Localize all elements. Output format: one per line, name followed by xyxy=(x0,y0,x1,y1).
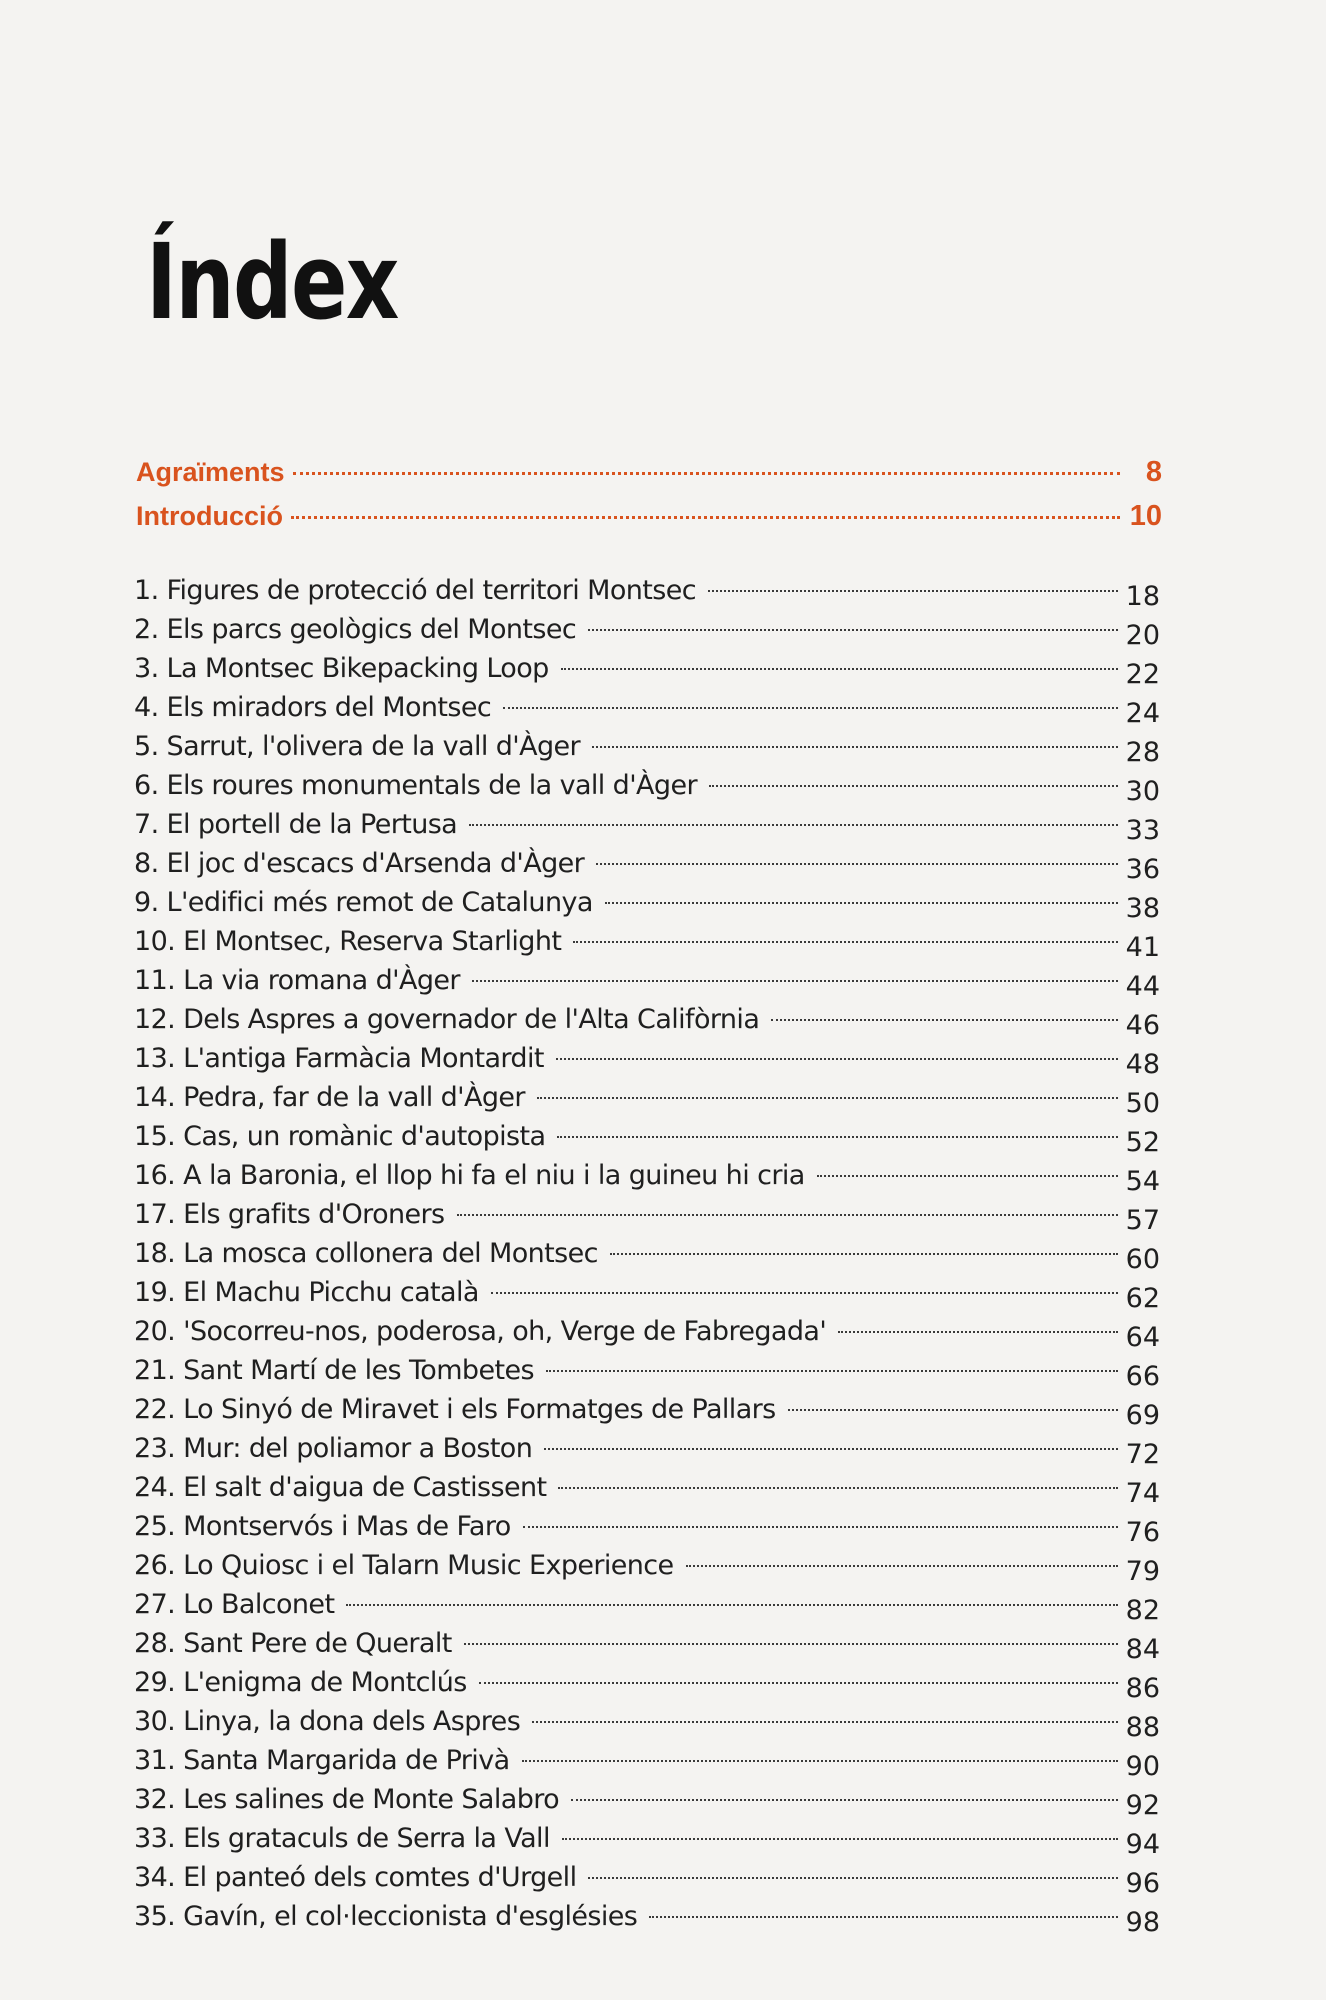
dot-leader xyxy=(558,1487,1118,1489)
dot-leader xyxy=(708,590,1118,592)
toc-entry[interactable] xyxy=(134,1156,1160,1195)
toc-entry-title: 21. Sant Martí de les Tombetes xyxy=(134,1355,534,1386)
toc-entry[interactable] xyxy=(134,1429,1160,1468)
toc-entry-page: 30 xyxy=(1125,776,1160,807)
toc-entry-page: 62 xyxy=(1125,1283,1160,1314)
toc-entry-title: 23. Mur: del poliamor a Boston xyxy=(134,1433,533,1464)
toc-entry[interactable] xyxy=(134,649,1160,688)
dot-leader xyxy=(588,629,1118,631)
toc-entry-front[interactable] xyxy=(136,450,1162,494)
dot-leader xyxy=(491,1292,1118,1294)
dot-leader xyxy=(472,980,1118,982)
toc-entry-page: 88 xyxy=(1125,1712,1160,1743)
dot-leader xyxy=(817,1175,1118,1177)
toc-entry-title: 6. Els roures monumentals de la vall d'Àger xyxy=(134,770,697,801)
dot-leader xyxy=(557,1136,1118,1138)
toc-entry-title: 29. L'enigma de Montclús xyxy=(134,1667,467,1698)
dot-leader xyxy=(556,1058,1118,1060)
toc-entry[interactable] xyxy=(134,1897,1160,1936)
toc-entry[interactable] xyxy=(134,1000,1160,1039)
dot-leader xyxy=(605,902,1118,904)
dot-leader xyxy=(649,1916,1118,1918)
toc-entry-page: 90 xyxy=(1125,1751,1160,1782)
toc-entry-title: 33. Els grataculs de Serra la Vall xyxy=(134,1823,550,1854)
dot-leader xyxy=(522,1760,1118,1762)
toc-entry-page: 69 xyxy=(1125,1400,1160,1431)
toc-entry-page: 50 xyxy=(1125,1088,1160,1119)
toc-entry-title: 8. El joc d'escacs d'Arsenda d'Àger xyxy=(134,848,585,879)
dot-leader xyxy=(532,1721,1118,1723)
dot-leader xyxy=(588,1877,1118,1879)
toc-entry-title: 34. El panteó dels comtes d'Urgell xyxy=(134,1862,577,1893)
dot-leader xyxy=(464,1643,1118,1645)
toc-entry-page: 10 xyxy=(1129,500,1162,532)
dot-leader xyxy=(523,1526,1118,1528)
toc-entry[interactable] xyxy=(134,1312,1160,1351)
toc-entry-title: 30. Linya, la dona dels Aspres xyxy=(134,1706,521,1737)
toc-entry-page: 54 xyxy=(1125,1166,1160,1197)
toc-entry-title: 22. Lo Sinyó de Miravet i els Formatges de Pallars xyxy=(134,1394,776,1425)
toc-entry[interactable] xyxy=(134,1585,1160,1624)
toc-entry[interactable] xyxy=(134,1117,1160,1156)
toc-entry-page: 86 xyxy=(1125,1673,1160,1704)
toc-entry[interactable] xyxy=(134,1546,1160,1585)
dot-leader xyxy=(293,472,1120,475)
toc-entry-title: 20. 'Socorreu-nos, poderosa, oh, Verge de Fabregada' xyxy=(134,1316,827,1347)
toc-entry-title: 28. Sant Pere de Queralt xyxy=(134,1628,452,1659)
toc-entry-page: 76 xyxy=(1125,1517,1160,1548)
toc-entry-page: 46 xyxy=(1125,1010,1160,1041)
toc-entry-page: 57 xyxy=(1125,1205,1160,1236)
toc-entry-title: 26. Lo Quiosc i el Talarn Music Experience xyxy=(134,1550,674,1581)
toc-entry[interactable] xyxy=(134,1351,1160,1390)
toc-entry-page: 52 xyxy=(1125,1127,1160,1158)
toc-entry-page: 44 xyxy=(1125,971,1160,1002)
toc-entry[interactable] xyxy=(134,1078,1160,1117)
toc-entry[interactable] xyxy=(134,805,1160,844)
toc-entry[interactable] xyxy=(134,844,1160,883)
toc-entry-front[interactable] xyxy=(136,494,1162,538)
toc-entry[interactable] xyxy=(134,961,1160,1000)
toc-entry[interactable] xyxy=(134,1741,1160,1780)
toc-entry-page: 96 xyxy=(1125,1868,1160,1899)
toc-entry[interactable] xyxy=(134,1234,1160,1273)
toc-entry-title: 16. A la Baronia, el llop hi fa el niu i la guineu hi cria xyxy=(134,1160,805,1191)
toc-entry-title: 31. Santa Margarida de Privà xyxy=(134,1745,510,1776)
toc-entry-title: 9. L'edifici més remot de Catalunya xyxy=(134,887,593,918)
toc-entry[interactable] xyxy=(134,1780,1160,1819)
toc-entry[interactable] xyxy=(134,1819,1160,1858)
dot-leader xyxy=(561,668,1118,670)
toc-entry-title: 2. Els parcs geològics del Montsec xyxy=(134,614,577,645)
toc-entry-page: 72 xyxy=(1125,1439,1160,1470)
toc-entry[interactable] xyxy=(134,727,1160,766)
toc-entry[interactable] xyxy=(134,610,1160,649)
dot-leader xyxy=(571,1799,1118,1801)
toc-entry[interactable] xyxy=(134,688,1160,727)
toc-entry-page: 20 xyxy=(1125,620,1160,651)
dot-leader xyxy=(562,1838,1118,1840)
toc-entry-page: 64 xyxy=(1125,1322,1160,1353)
toc-entry-title: 4. Els miradors del Montsec xyxy=(134,692,492,723)
toc-entry-title: 17. Els grafits d'Oroners xyxy=(134,1199,445,1230)
toc-entry-title: 24. El salt d'aigua de Castissent xyxy=(134,1472,547,1503)
toc-entry-title: 14. Pedra, far de la vall d'Àger xyxy=(134,1082,525,1113)
toc-entry[interactable] xyxy=(134,571,1160,610)
toc-entry-page: 18 xyxy=(1125,581,1160,612)
toc-entry-page: 24 xyxy=(1125,698,1160,729)
toc-entry[interactable] xyxy=(134,1468,1160,1507)
toc-entry-title: 10. El Montsec, Reserva Starlight xyxy=(134,926,562,957)
toc-entry-page: 48 xyxy=(1125,1049,1160,1080)
toc-entry-title: 1. Figures de protecció del territori Montsec xyxy=(134,575,697,606)
dot-leader xyxy=(546,1370,1118,1372)
toc-entry-page: 41 xyxy=(1125,932,1160,963)
dot-leader xyxy=(771,1019,1118,1021)
toc-entry-title: 11. La via romana d'Àger xyxy=(134,965,460,996)
toc-entry-title: 25. Montservós i Mas de Faro xyxy=(134,1511,511,1542)
toc-entry-page: 33 xyxy=(1125,815,1160,846)
dot-leader xyxy=(610,1253,1118,1255)
dot-leader xyxy=(346,1604,1118,1606)
front-matter-list xyxy=(136,450,1162,538)
toc-entry[interactable] xyxy=(134,922,1160,961)
toc-entry-title: 19. El Machu Picchu català xyxy=(134,1277,479,1308)
toc-entry[interactable] xyxy=(134,1624,1160,1663)
toc-entry-page: 28 xyxy=(1125,737,1160,768)
dot-leader xyxy=(788,1409,1118,1411)
toc-entry-page: 66 xyxy=(1125,1361,1160,1392)
toc-entry-page: 94 xyxy=(1125,1829,1160,1860)
toc-entry-title: 35. Gavín, el col·leccionista d'esglésies xyxy=(134,1901,638,1932)
dot-leader xyxy=(537,1097,1118,1099)
toc-entry-title: 7. El portell de la Pertusa xyxy=(134,809,458,840)
dot-leader xyxy=(592,746,1118,748)
toc-entry-page: 60 xyxy=(1125,1244,1160,1275)
toc-entry-title: 12. Dels Aspres a governador de l'Alta Califòrnia xyxy=(134,1004,760,1035)
dot-leader xyxy=(457,1214,1119,1216)
toc-entry-page: 8 xyxy=(1145,456,1162,488)
dot-leader xyxy=(838,1331,1118,1333)
toc-entry[interactable] xyxy=(134,1702,1160,1741)
toc-entry[interactable] xyxy=(134,1195,1160,1234)
dot-leader xyxy=(503,707,1118,709)
toc-entry[interactable] xyxy=(134,1507,1160,1546)
toc-entry-title: Agraïments xyxy=(136,457,285,487)
toc-entry-page: 84 xyxy=(1125,1634,1160,1665)
dot-leader xyxy=(544,1448,1118,1450)
toc-entry[interactable] xyxy=(134,1390,1160,1429)
toc-entry-title: 18. La mosca collonera del Montsec xyxy=(134,1238,598,1269)
dot-leader xyxy=(596,863,1118,865)
toc-entry-page: 79 xyxy=(1125,1556,1160,1587)
toc-entry-title: 27. Lo Balconet xyxy=(134,1589,335,1620)
toc-entry-page: 22 xyxy=(1125,659,1160,690)
toc-entry[interactable] xyxy=(134,1273,1160,1312)
dot-leader xyxy=(573,941,1118,943)
toc-entry-page: 92 xyxy=(1125,1790,1160,1821)
toc-entry[interactable] xyxy=(134,1663,1160,1702)
toc-entry[interactable] xyxy=(134,1858,1160,1897)
toc-entry-page: 98 xyxy=(1125,1907,1160,1938)
toc-entry[interactable] xyxy=(134,883,1160,922)
page-title: Índex xyxy=(146,221,398,343)
toc-entry-title: 15. Cas, un romànic d'autopista xyxy=(134,1121,546,1152)
toc-entry-page: 74 xyxy=(1125,1478,1160,1509)
toc-entry-title: 5. Sarrut, l'olivera de la vall d'Àger xyxy=(134,731,581,762)
toc-entry-title: Introducció xyxy=(136,501,283,531)
chapter-list xyxy=(134,571,1160,1936)
toc-entry-page: 82 xyxy=(1125,1595,1160,1626)
toc-entry-title: 32. Les salines de Monte Salabro xyxy=(134,1784,560,1815)
dot-leader xyxy=(291,516,1120,519)
dot-leader xyxy=(469,824,1118,826)
toc-entry[interactable] xyxy=(134,1039,1160,1078)
dot-leader xyxy=(709,785,1118,787)
toc-entry-title: 3. La Montsec Bikepacking Loop xyxy=(134,653,549,684)
dot-leader xyxy=(479,1682,1118,1684)
toc-entry-page: 38 xyxy=(1125,893,1160,924)
dot-leader xyxy=(686,1565,1118,1567)
toc-entry-title: 13. L'antiga Farmàcia Montardit xyxy=(134,1043,544,1074)
toc-entry-page: 36 xyxy=(1125,854,1160,885)
toc-entry[interactable] xyxy=(134,766,1160,805)
